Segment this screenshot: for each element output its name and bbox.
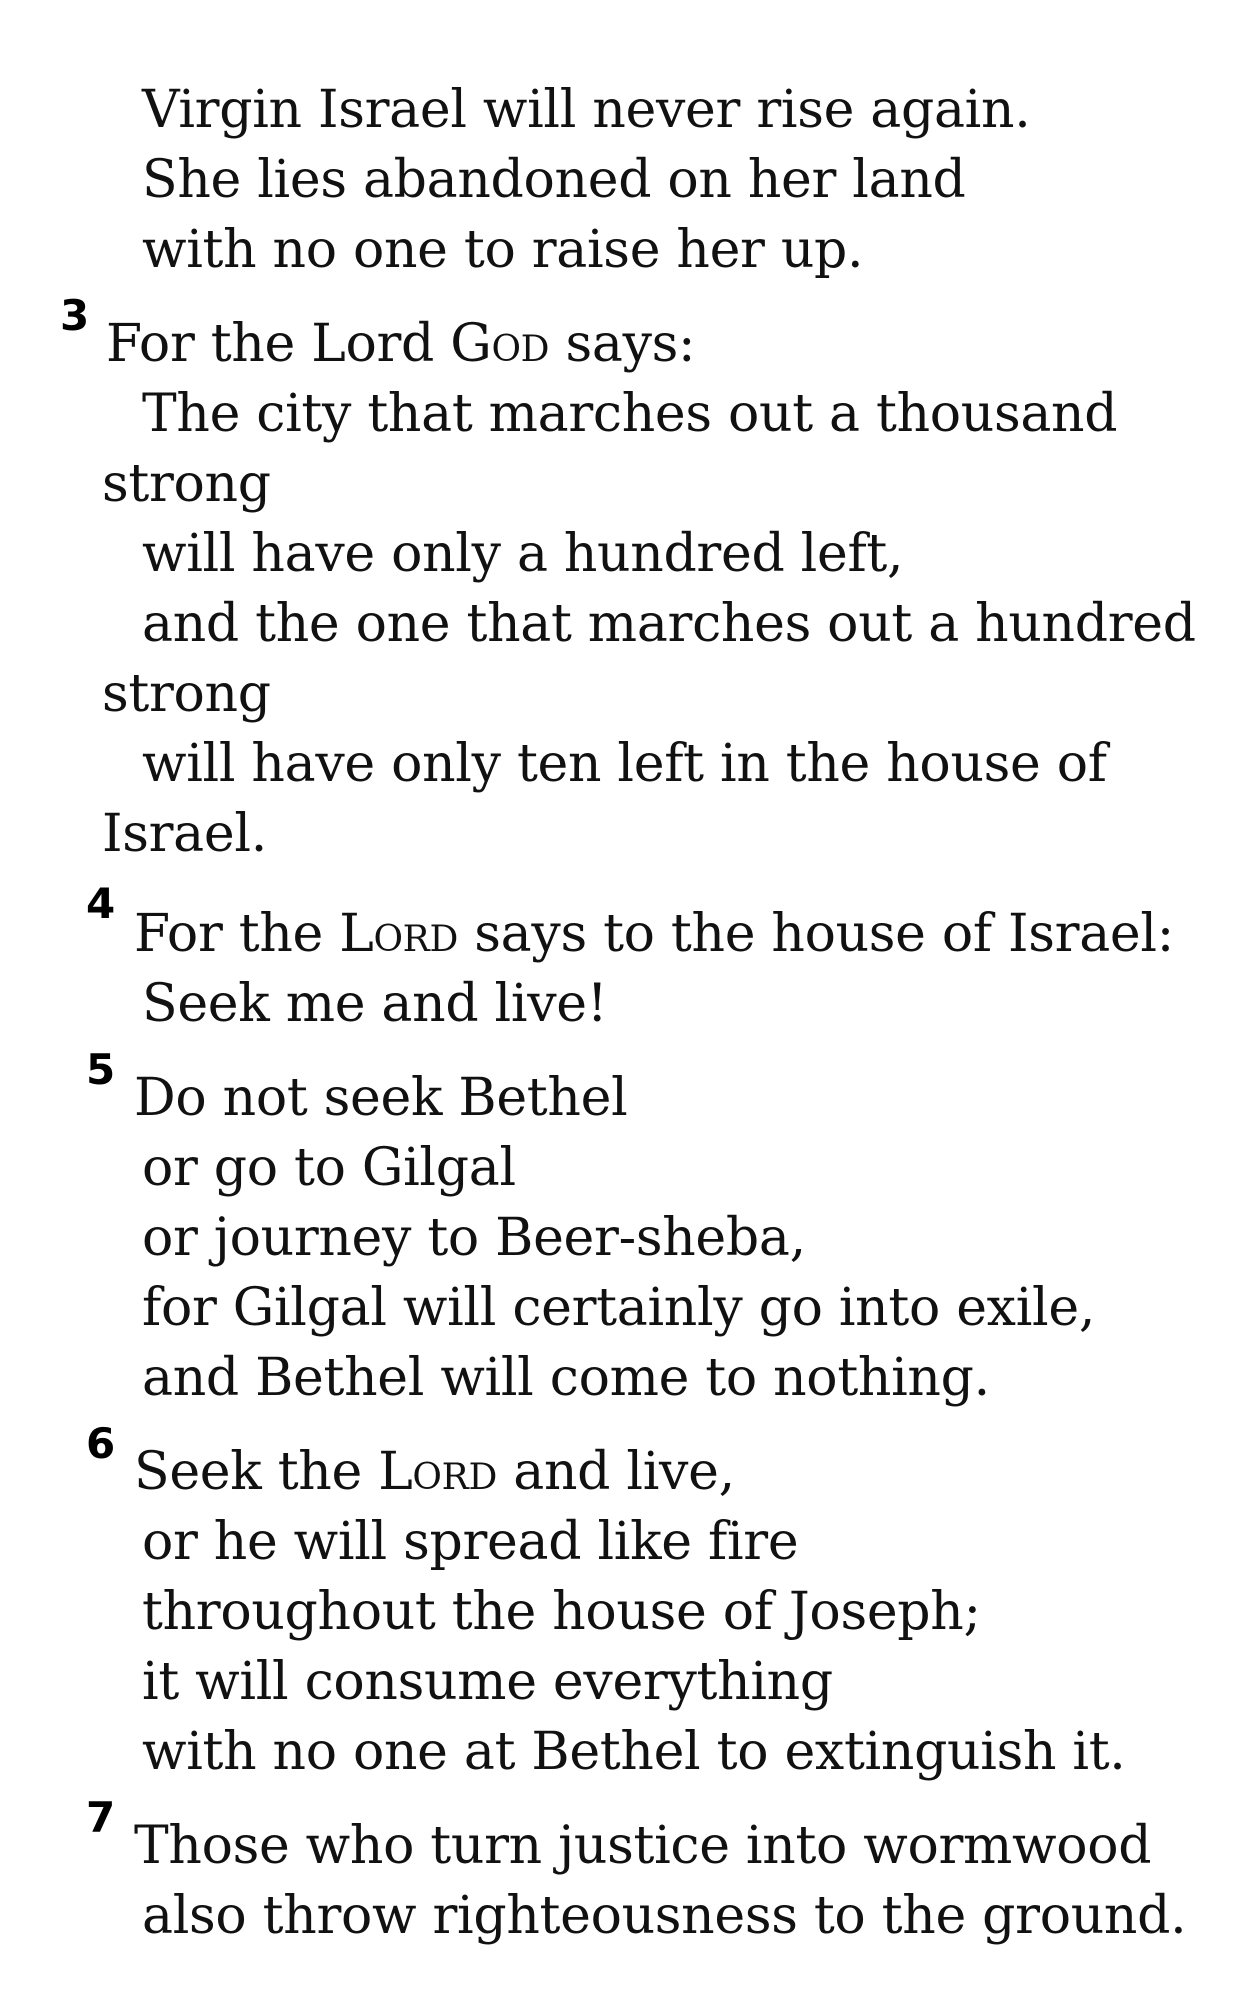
verse-line: with no one to raise her up.: [142, 220, 864, 280]
small-caps-word: Lord: [378, 1442, 498, 1502]
verse-line: will have only ten left in the house of: [142, 734, 1107, 794]
verse-line-continuation: Israel.: [102, 804, 267, 864]
verse-number: 6: [86, 1419, 116, 1468]
verse-line: throughout the house of Joseph;: [142, 1582, 981, 1642]
verse-line-continuation: strong: [102, 664, 271, 724]
verse-first-line: Those who turn justice into wormwood: [134, 1816, 1152, 1876]
verse-line: or journey to Beer-sheba,: [142, 1208, 806, 1268]
verse-line: Virgin Israel will never rise again.: [142, 80, 1031, 140]
verse-line: and Bethel will come to nothing.: [142, 1348, 990, 1408]
verse-first-line: Seek the Lord and live,: [134, 1442, 735, 1502]
verse-line: Seek me and live!: [142, 974, 608, 1034]
verse-line: it will consume everything: [142, 1652, 833, 1712]
verse-first-line: Do not seek Bethel: [134, 1068, 628, 1128]
verse-number: 5: [86, 1045, 116, 1094]
verse-line: She lies abandoned on her land: [142, 150, 966, 210]
small-caps-word: Lord: [339, 904, 459, 964]
verse-line: and the one that marches out a hundred: [142, 594, 1196, 654]
verse-number: 4: [86, 879, 116, 928]
verse-line: will have only a hundred left,: [142, 524, 904, 584]
verse-line: or go to Gilgal: [142, 1138, 516, 1198]
verse-number: 7: [86, 1793, 116, 1842]
verse-line: also throw righteousness to the ground.: [142, 1886, 1187, 1946]
verse-line: The city that marches out a thousand: [142, 384, 1118, 444]
verse-number: 3: [60, 291, 90, 340]
verse-first-line: For the Lord says to the house of Israel:: [134, 904, 1174, 964]
verse-line: for Gilgal will certainly go into exile,: [142, 1278, 1096, 1338]
verse-line: or he will spread like fire: [142, 1512, 799, 1572]
verse-line-continuation: strong: [102, 454, 271, 514]
small-caps-word: God: [450, 314, 550, 374]
verse-first-line: For the Lord God says:: [106, 314, 696, 374]
verse-line: with no one at Bethel to extinguish it.: [142, 1722, 1126, 1782]
